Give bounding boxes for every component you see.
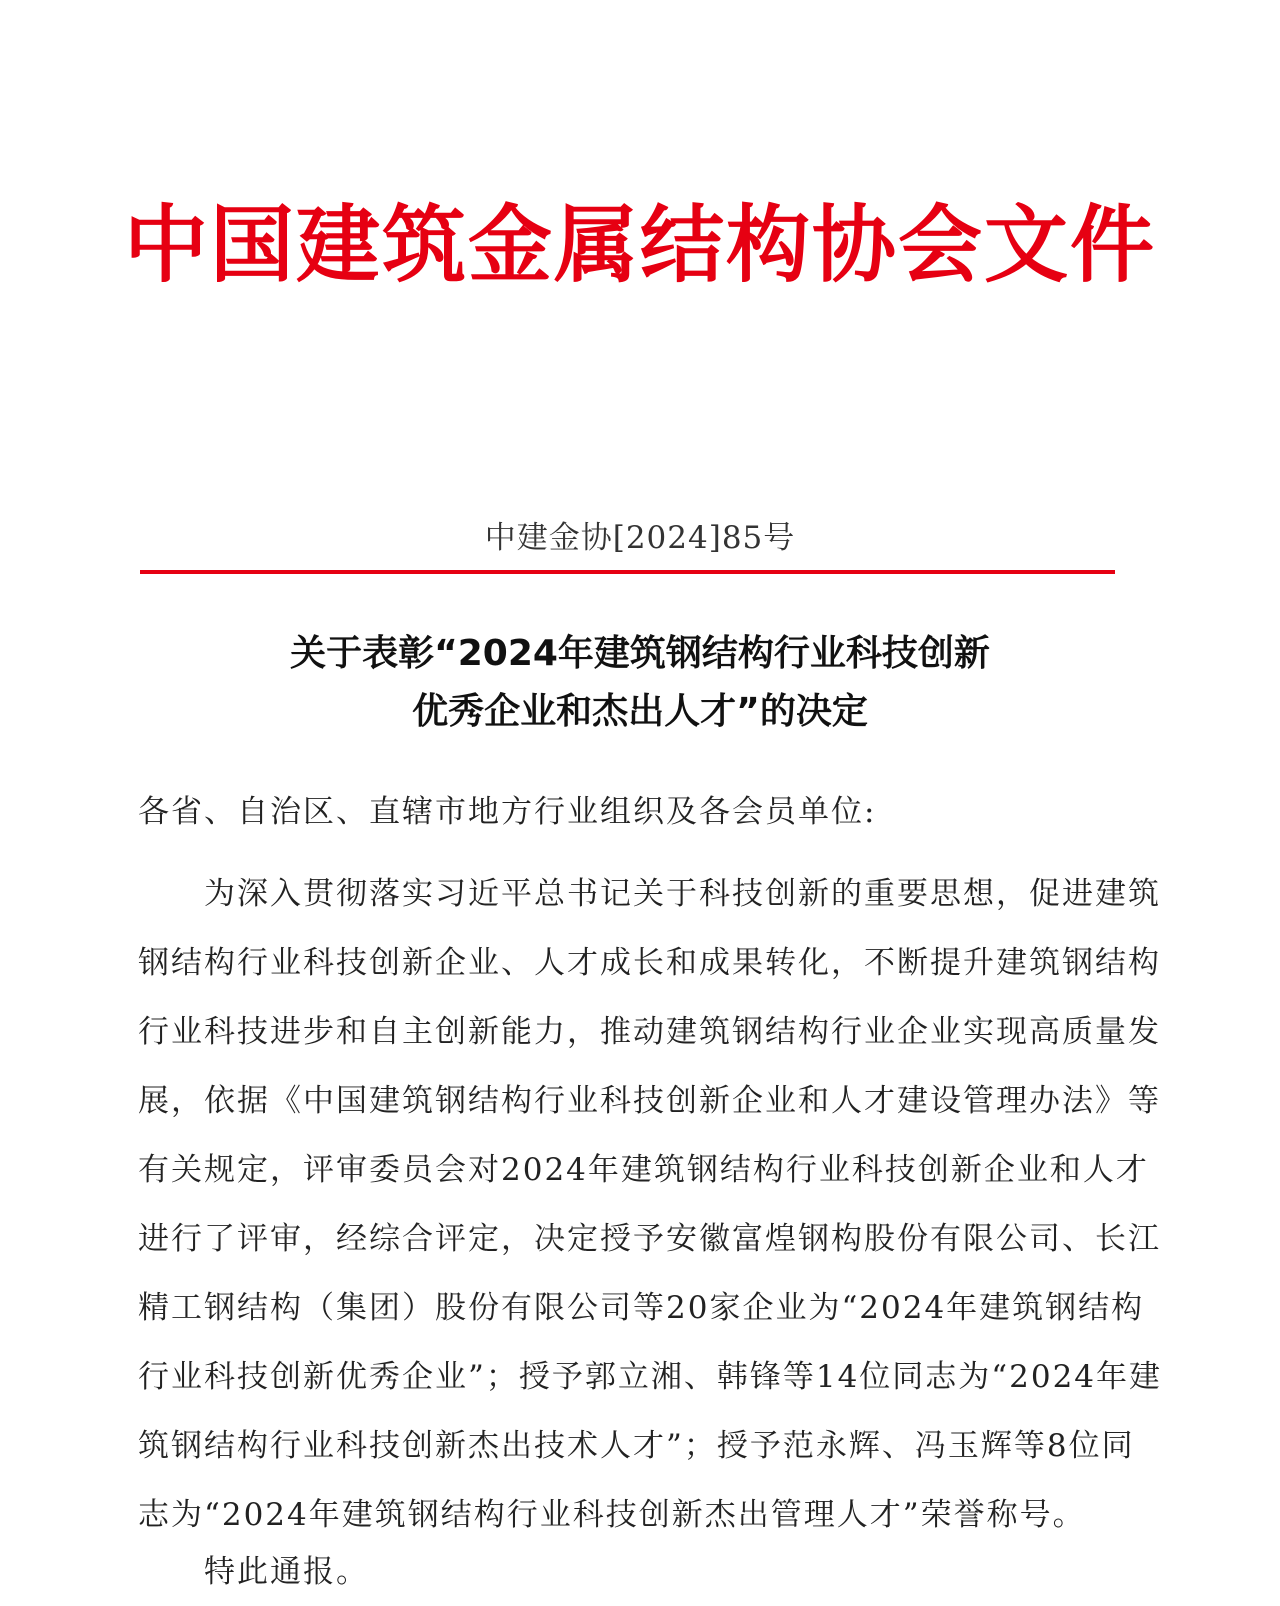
body-paragraph [138,860,1163,1550]
body-line: 行业科技进步和自主创新能力，推动建筑钢结构行业企业实现高质量发 [138,1014,1161,1050]
body-line: 精工钢结构（集团）股份有限公司等20家企业为“2024年建筑钢结构 [138,1290,1145,1326]
org-header-title: 中国建筑金属结构协会文件 [123,196,1156,294]
red-divider-line [140,570,1115,574]
body-line: 展，依据《中国建筑钢结构行业科技创新企业和人才建设管理办法》等 [138,1083,1161,1119]
document-title-line-2: 优秀企业和杰出人才”的决定 [412,691,868,732]
body-line: 为深入贯彻落实习近平总书记关于科技创新的重要思想，促进建筑 [204,876,1161,912]
body-line: 进行了评审，经综合评定，决定授予安徽富煌钢构股份有限公司、长江 [138,1221,1161,1257]
body-line: 志为“2024年建筑钢结构行业科技创新杰出管理人才”荣誉称号。 [138,1497,1086,1533]
body-line: 筑钢结构行业科技创新杰出技术人才”；授予范永辉、冯玉辉等8位同 [138,1428,1135,1464]
body-line: 行业科技创新优秀企业”；授予郭立湘、韩锋等14位同志为“2024年建 [138,1359,1163,1395]
closing-statement: 特此通报。 [204,1554,369,1590]
document-title [0,625,1280,741]
document-title-line-1: 关于表彰“2024年建筑钢结构行业科技创新 [290,633,990,674]
document-number: 中建金协[2024]85号 [484,520,796,556]
body-line: 钢结构行业科技创新企业、人才成长和成果转化，不断提升建筑钢结构 [138,945,1161,981]
salutation: 各省、自治区、直辖市地方行业组织及各会员单位: [138,794,877,830]
body-line: 有关规定，评审委员会对2024年建筑钢结构行业科技创新企业和人才 [138,1152,1149,1188]
